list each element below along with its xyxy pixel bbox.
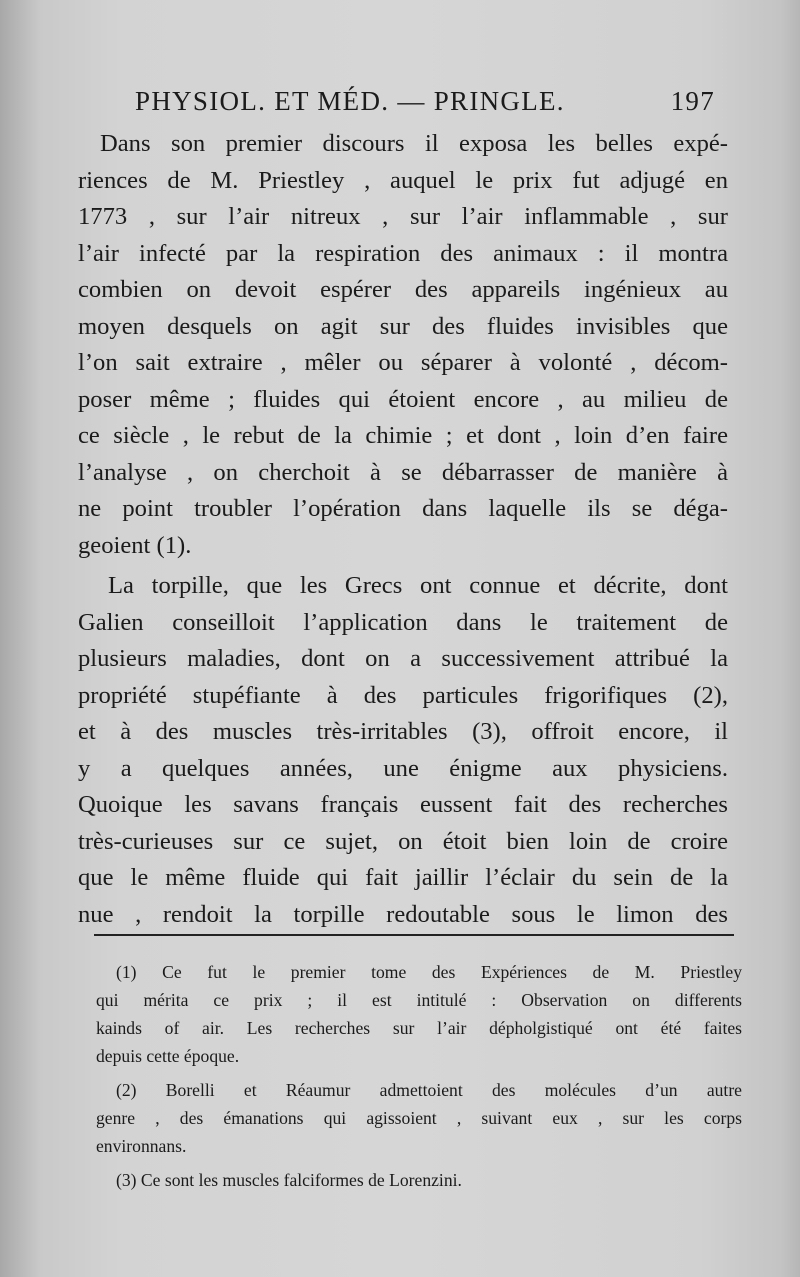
text-line: y a quelques années, une énigme aux physiciens. xyxy=(78,754,728,782)
text-line: l’on sait extraire , mêler ou séparer à volonté , décom- xyxy=(78,349,728,376)
text-line: et à des muscles très-irritables (3), offroit encore, il xyxy=(78,718,728,745)
text-line: l’air infecté par la respiration des animaux : il montra xyxy=(78,239,728,267)
text-line: combien on devoit espérer des appareils ingénieux au xyxy=(78,276,728,303)
footnote-line: kainds of air. Les recherches sur l’air dépholgistiqué ont été faites xyxy=(96,1018,742,1038)
footnote-line: genre , des émanations qui agissoient , suivant eux , sur les corps xyxy=(96,1108,742,1128)
paragraph-1 xyxy=(78,126,728,564)
text-line: riences de M. Priestley , auquel le prix fut adjugé en xyxy=(78,166,728,194)
footnote-line: depuis cette époque. xyxy=(96,1046,240,1066)
text-line: La torpille, que les Grecs ont connue et décrite, dont xyxy=(108,572,728,599)
text-line: Quoique les savans français eussent fait des recherches xyxy=(78,791,728,818)
footnote-line: qui mérita ce prix ; il est intitulé : Observation on differents xyxy=(96,990,742,1010)
text-line: plusieurs maladies, dont on a successivement attribué la xyxy=(78,645,728,672)
footnote-line: (1) Ce fut le premier tome des Expériences de M. Priestley xyxy=(116,962,742,982)
text-line: 1773 , sur l’air nitreux , sur l’air inflammable , sur xyxy=(78,203,728,230)
text-line: Dans son premier discours il exposa les belles expé- xyxy=(100,130,728,157)
text-line: propriété stupéfiante à des particules frigorifiques (2), xyxy=(78,681,728,709)
footnote-line: (2) Borelli et Réaumur admettoient des molécules d’un autre xyxy=(116,1080,742,1100)
footnotes xyxy=(96,958,742,1200)
running-header xyxy=(135,86,715,117)
footnote-1 xyxy=(96,958,742,1070)
text-line: ne point troubler l’opération dans laquelle ils se déga- xyxy=(78,495,728,522)
text-line: geoient (1). xyxy=(78,531,192,559)
footnote-3 xyxy=(96,1166,742,1194)
page-number: 197 xyxy=(670,86,715,116)
text-line: que le même fluide qui fait jaillir l’éclair du sein de la xyxy=(78,864,728,891)
text-line: Galien conseilloit l’application dans le traitement de xyxy=(78,608,728,636)
text-line: ce siècle , le rebut de la chimie ; et dont , loin d’en faire xyxy=(78,422,728,449)
footnote-line: (3) Ce sont les muscles falciformes de Lorenzini. xyxy=(116,1170,462,1190)
text-line: très-curieuses sur ce sujet, on étoit bien loin de croire xyxy=(78,827,728,855)
footnote-2 xyxy=(96,1076,742,1160)
footnote-line: environnans. xyxy=(96,1136,187,1156)
text-line: moyen desquels on agit sur des fluides invisibles que xyxy=(78,312,728,340)
footnote-divider xyxy=(94,934,734,936)
text-line: l’analyse , on cherchoit à se débarrasser de manière à xyxy=(78,458,728,486)
text-line: poser même ; fluides qui étoient encore , au milieu de xyxy=(78,385,728,413)
text-line: nue , rendoit la torpille redoutable sous le limon des xyxy=(78,900,728,928)
main-text xyxy=(78,126,728,933)
running-title: PHYSIOL. ET MÉD. — PRINGLE. xyxy=(135,86,565,116)
paragraph-2 xyxy=(78,568,728,933)
